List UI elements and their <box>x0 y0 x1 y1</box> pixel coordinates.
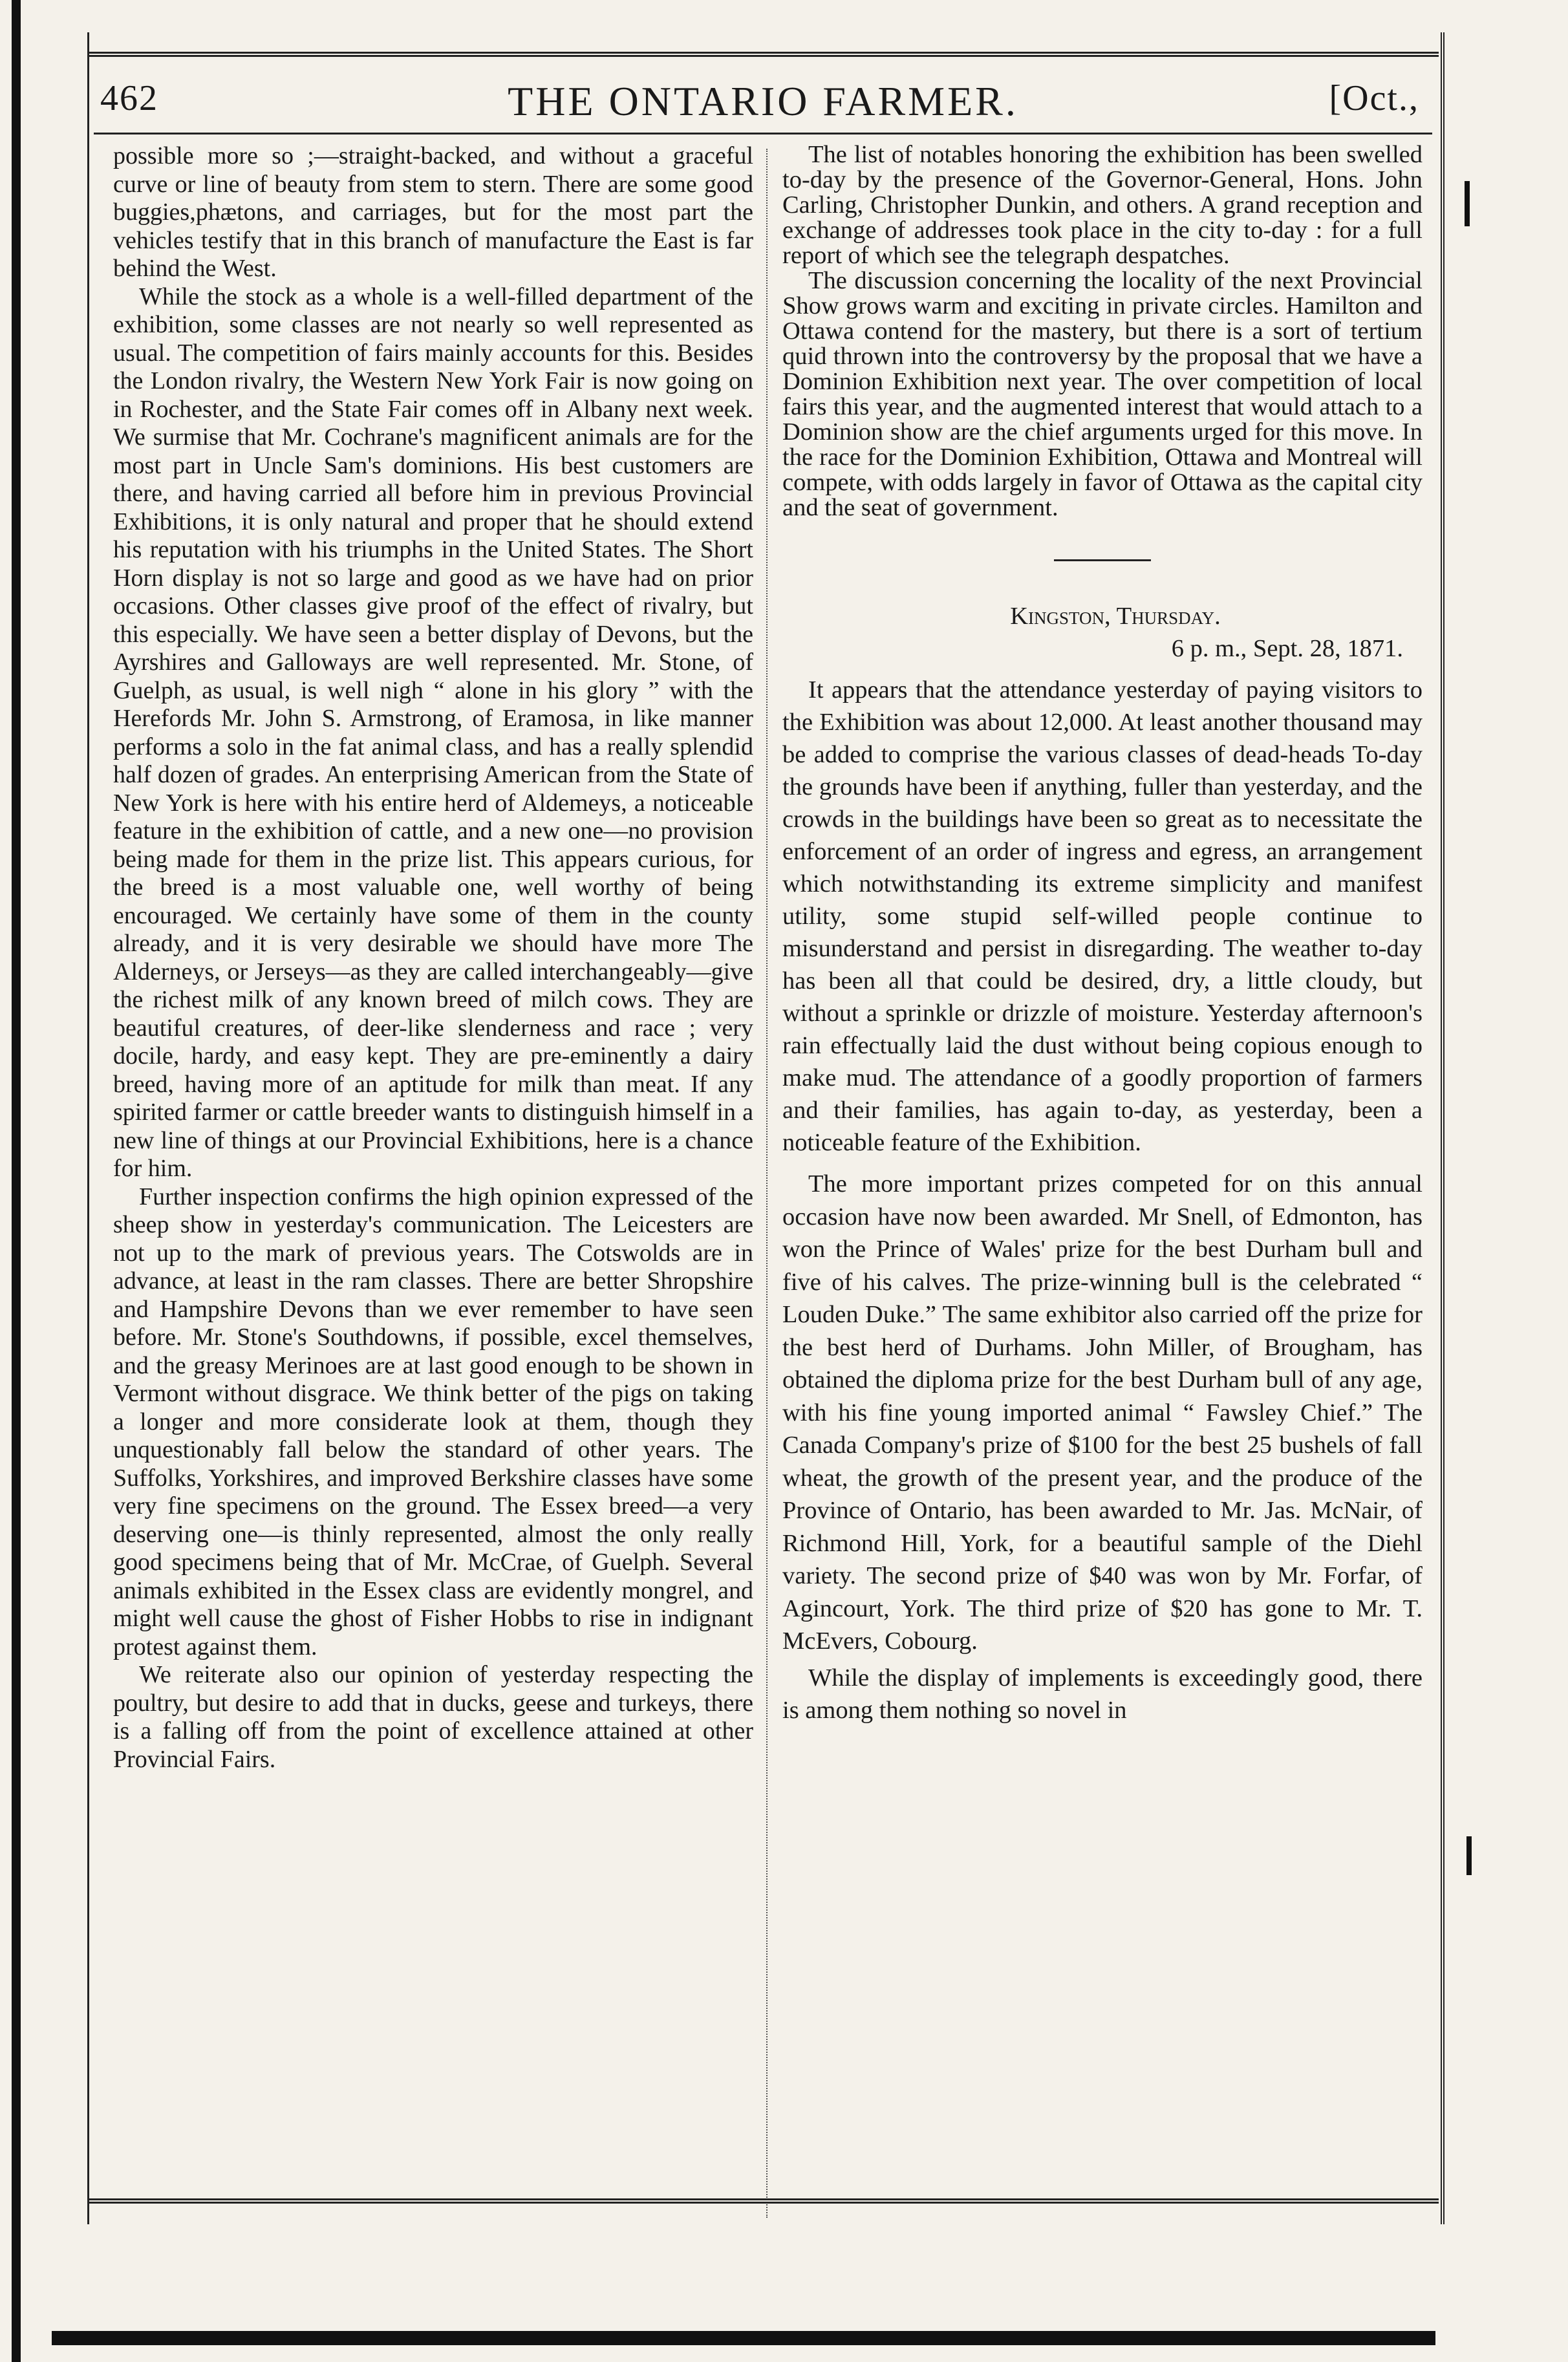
scan-edge <box>12 0 21 2362</box>
running-header <box>94 71 1432 129</box>
left-paragraph-4: We reiterate also our opinion of yesterday respecting the poultry, but desire to add that in ducks, geese and turkeys, there is a falling off from the point of excellence attained at other Provincial Fairs. <box>113 1661 753 1773</box>
left-paragraph-3: Further inspection confirms the high opinion expressed of the sheep show in yesterday's communication. The Leicesters are not up to the mark of previous years. The Cotswolds are in advance, at least in the ram classes. There are better Shropshire and Hampshire Devons than we ever remember to have seen before. Mr. Stone's Southdowns, if possible, excel themselves, and the greasy Merinoes are at last good enough to be shown in Vermont without disgrace. We think better of the pigs on taking a longer and more considerate look at them, though they unquestionably fall below the standard of other years. The Suffolks, Yorkshires, and improved Berkshire classes have some very fine specimens on the ground. The Essex breed—a very deserving one—is thinly represented, almost the only really good specimens being that of Mr. McCrae, of Guelph. Several animals exhibited in the Essex class are evidently mongrel, and might well cause the ghost of Fisher Hobbs to rise in indignant protest against them. <box>113 1183 753 1660</box>
journal-title: THE ONTARIO FARMER. <box>508 78 1018 124</box>
section-rule <box>1054 559 1151 561</box>
left-paragraph-2: While the stock as a whole is a well-filled department of the exhibition, some classes are not nearly so well represented as usual. The competition of fairs mainly accounts for this. Besides the London rivalry, the Western New York Fair is now going on in Rochester, and the State Fair comes off in Albany next week. We surmise that Mr. Cochrane's magnificent animals are for the most part in Uncle Sam's dominions. His best customers are there, and having carried all before him in previous Provincial Exhibitions, it is only natural and proper that he should extend his reputation with his triumphs in the United States. The Short Horn display is not so large and good as we have had on prior occasions. Other classes give proof of the effect of rivalry, but this especially. We have seen a better display of Devons, but the Ayrshires and Galloways are well represented. Mr. Stone, of Guelph, as usual, is well nigh “ alone in his glory ” with the Herefords Mr. John S. Armstrong, of Eramosa, in like manner performs a solo in the fat animal class, and has a really splendid half dozen of grades. An enterprising American from the State of New York is here with his entire herd of Aldemeys, a noticeable feature in the exhibition of cattle, and a new one—no provision being made for them in the prize list. This appears curious, for the breed is a most valuable one, well worthy of being encouraged. We certainly have some of them in the county already, and it is very desirable we should have more The Alderneys, or Jerseys—as they are called interchangeably—give the richest milk of any known breed of milch cows. They are beautiful creatures, of deer-like slenderness and race ; very docile, hardy, and easy kept. They are pre-eminently a dairy breed, having more of an aptitude for milk than meat. If any spirited farmer or cattle breeder wants to distinguish himself in a new line of things at our Provincial Exhibitions, here is a chance for him. <box>113 283 753 1182</box>
dateline-time: 6 p. m., Sept. 28, 1871. <box>1171 635 1403 662</box>
bottom-double-rule <box>87 2198 1439 2204</box>
column-divider <box>766 149 768 2218</box>
header-rule <box>94 133 1432 134</box>
right-paragraph-1: The list of notables honoring the exhibition has been swelled to-day by the presence of the Governor-General, Hons. John Carling, Christopher Dunkin, and others. A grand reception and exchange of addresses took place in the city to-day : for a full report of which see the telegraph despatches. <box>782 141 1423 269</box>
scan-artifact-bar <box>52 2331 1435 2345</box>
right-paragraph-5: While the display of implements is exceedingly good, there is among them nothing so novel in <box>782 1664 1423 1724</box>
left-column <box>113 142 753 1774</box>
month-label: [Oct., <box>1329 78 1419 118</box>
right-column <box>782 142 1423 1727</box>
right-paragraph-3: It appears that the attendance yesterday of paying visitors to the Exhibition was about 12,000. At least another thousand may be added to comprise the various classes of dead-heads To-day the grounds have been if anything, fuller than yesterday, and the crowds in the buildings have been so great as to necessitate the enforcement of an order of ingress and egress, an arrangement which notwithstanding its extreme simplicity and manifest utility, some stupid self-willed people continue to misunderstand and persist in disregarding. The weather to-day has been all that could be desired, dry, a little cloudy, but without a sprinkle or drizzle of moisture. Yesterday afternoon's rain effectually laid the dust without being copious enough to make mud. The attendance of a goodly proportion of farmers and their families, has again to-day, as yesterday, been a noticeable feature of the Exhibition. <box>782 676 1423 1156</box>
scan-artifact-mark <box>1466 1836 1472 1875</box>
scan-artifact-mark <box>1465 181 1470 226</box>
right-paragraph-2: The discussion concerning the locality of the next Provincial Show grows warm and exciting in private circles. Hamilton and Ottawa contend for the mastery, but there is a sort of tertium quid thrown into the controversy by the proposal that we have a Dominion Exhibition next year. The over competition of local fairs this year, and the augmented interest that would attach to a Dominion show are the chief arguments urged for this move. In the race for the Dominion Exhibition, Ottawa and Montreal will compete, with odds largely in favor of Ottawa as the capital city and the seat of government. <box>782 267 1423 521</box>
dateline-place: Kingston, Thursday. <box>1010 603 1221 630</box>
left-paragraph-1: possible more so ;—straight-backed, and without a graceful curve or line of beauty from stem to stern. There are some good buggies,phætons, and carriages, but for the most part the vehicles testify that in this branch of manufacture the East is far behind the West. <box>113 142 753 282</box>
top-double-rule <box>87 52 1439 57</box>
right-paragraph-4: The more important prizes competed for on this annual occasion have now been awarded. Mr Snell, of Edmonton, has won the Prince of Wales' prize for the best Durham bull and five of his calves. The prize-winning bull is the celebrated “ Louden Duke.” The same exhibitor also carried off the prize for the best herd of Durhams. John Miller, of Brougham, has obtained the diploma prize for the best Durham bull of any age, with his fine young imported animal “ Fawsley Chief.” The Canada Company's prize of $100 for the best 25 bushels of fall wheat, the growth of the present year, and the produce of the Province of Ontario, has been awarded to Mr. Jas. McNair, of Richmond Hill, York, for a beautiful sample of the Diehl variety. The second prize of $40 was won by Mr. Forfar, of Agincourt, York. The third prize of $20 has gone to Mr. T. McEvers, Cobourg. <box>782 1170 1423 1655</box>
page-number: 462 <box>100 78 158 118</box>
